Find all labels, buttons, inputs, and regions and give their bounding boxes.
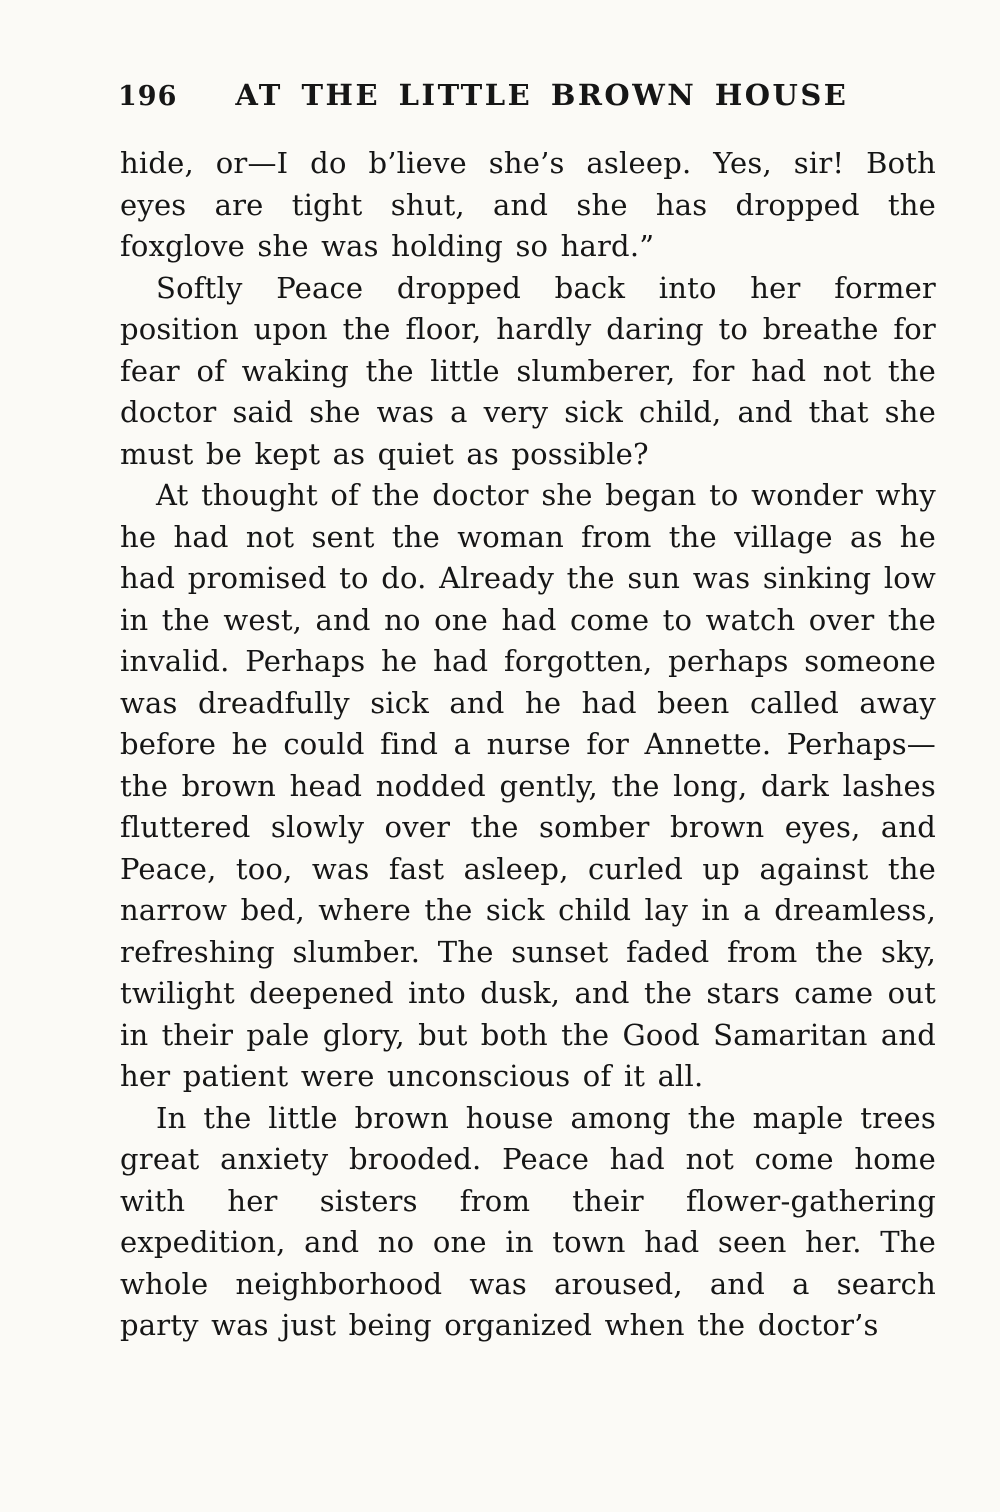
paragraph: In the little brown house among the maple trees great anxiety brooded. Peace had not come home with her sisters from their flower-gathering expedition, and no one in town had seen her. The whole neighborhood was aroused, and a search party was just being organized when the doctor’s <box>120 1100 936 1342</box>
page-body <box>120 143 936 1347</box>
page-number: 196 <box>118 81 178 112</box>
paragraph: Softly Peace dropped back into her former position upon the floor, hardly daring to breathe for fear of waking the little slumberer, for had not the doctor said she was a very sick child, and that she must be kept as quiet as possible? <box>120 270 936 471</box>
running-title: AT THE LITTLE BROWN HOUSE <box>235 78 849 112</box>
paragraph: hide, or—I do b’lieve she’s asleep. Yes, sir! Both eyes are tight shut, and she has dropped the foxglove she was holding so hard.” <box>120 146 936 263</box>
page-header <box>118 78 932 112</box>
paragraph: At thought of the doctor she began to wonder why he had not sent the woman from the village as he had promised to do. Already the sun was sinking low in the west, and no one had come to watch over the invalid. Perhaps he had forgotten, perhaps someone was dreadfully sick and he had been called away before he could find a nurse for Annette. Perhaps—the brown head nodded gently, the long, dark lashes fluttered slowly over the somber brown eyes, and Peace, too, was fast asleep, curled up against the narrow bed, where the sick child lay in a dreamless, refreshing slumber. The sunset faded from the sky, twilight deepened into dusk, and the stars came out in their pale glory, but both the Good Samaritan and her patient were unconscious of it all. <box>120 478 936 1093</box>
